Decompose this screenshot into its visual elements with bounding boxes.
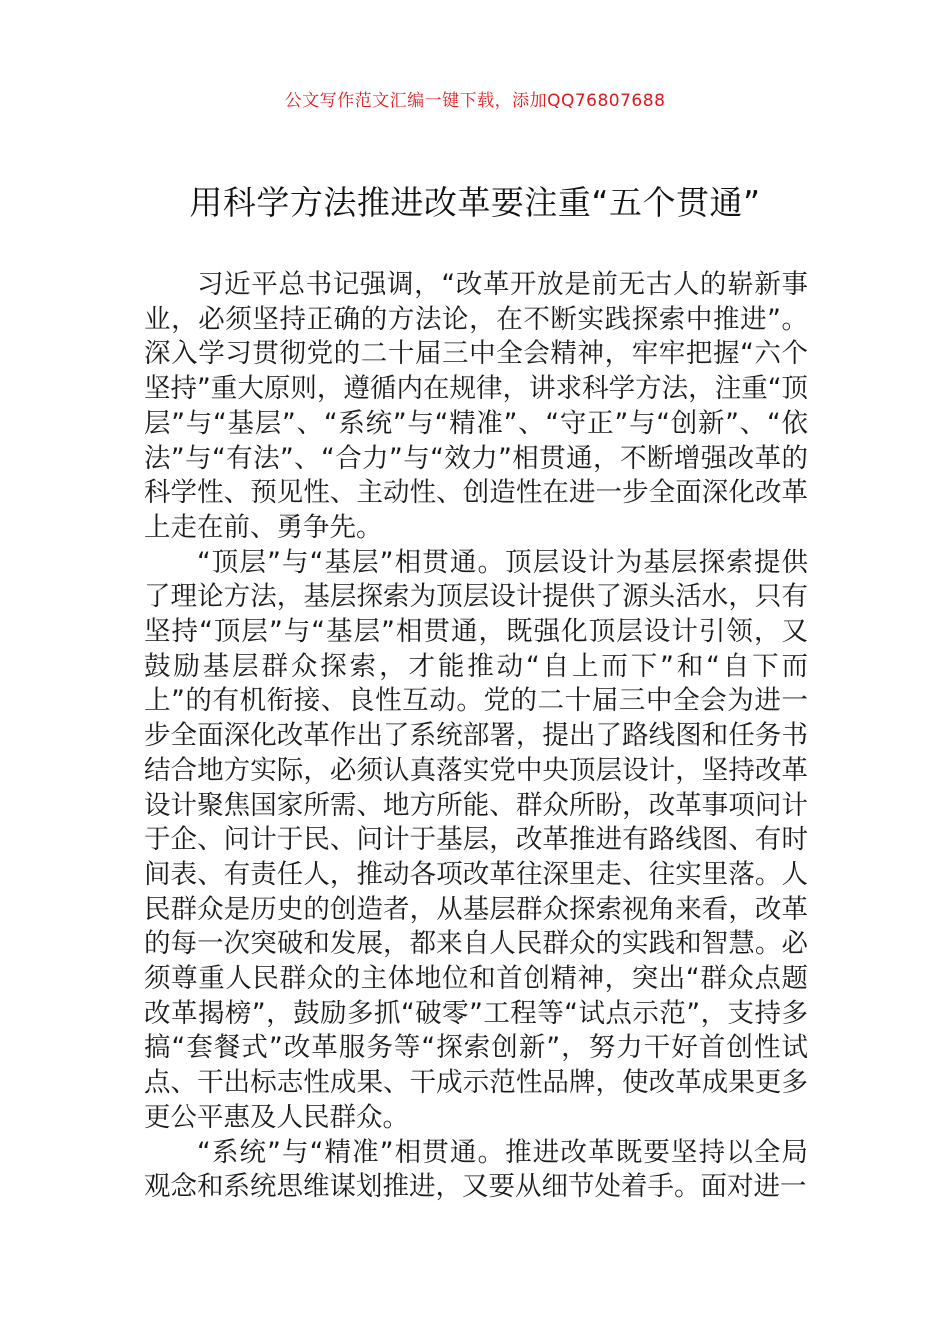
paragraph-intro: 习近平总书记强调，“改革开放是前无古人的崭新事业，必须坚持正确的方法论，在不断实践探索中推进”。深入学习贯彻党的二十届三中全会精神，牢牢把握“六个坚持”重大原则，遵循内在规律，讲求科学方法，注重“顶层”与“基层”、“系统”与“精准”、“守正”与“创新”、“依法”与“有法”、“合力”与“效力”相贯通，不断增强改革的科学性、预见性、主动性、创造性在进一步全面深化改革上走在前、勇争先。 bbox=[144, 269, 808, 543]
paragraph-top-level-grassroots: “顶层”与“基层”相贯通。顶层设计为基层探索提供了理论方法，基层探索为顶层设计提供了源头活水，只有坚持“顶层”与“基层”相贯通，既强化顶层设计引领，又鼓励基层群众探索，才能推动“自上而下”和“自下而上”的有机衔接、良性互动。党的二十届三中全会为进一步全面深化改革作出了系统部署，提出了路线图和任务书结合地方实际，必须认真落实党中央顶层设计，坚持改革设计聚焦国家所需、地方所能、群众所盼，改革事项问计于企、问计于民、问计于基层，改革推进有路线图、有时间表、有责任人，推动各项改革往深里走、往实里落。人民群众是历史的创造者，从基层群众探索视角来看，改革的每一次突破和发展，都来自人民群众的实践和智慧。必须尊重人民群众的主体地位和首创精神，突出“群众点题改革揭榜”，鼓励多抓“破零”工程等“试点示范”，支持多搞“套餐式”改革服务等“探索创新”，努力干好首创性试点、干出标志性成果、干成示范性品牌，使改革成果更多更公平惠及人民群众。 bbox=[144, 546, 808, 1133]
document-body bbox=[144, 268, 808, 1205]
watermark-text: 公文写作范文汇编一键下载，添加QQ76807688 bbox=[284, 91, 666, 111]
paragraph-system-precision: “系统”与“精准”相贯通。推进改革既要坚持以全局观念和系统思维谋划推进，又要从细节处着手。面对进一 bbox=[144, 1136, 808, 1203]
document-title: 用科学方法推进改革要注重“五个贯通” bbox=[189, 183, 761, 222]
